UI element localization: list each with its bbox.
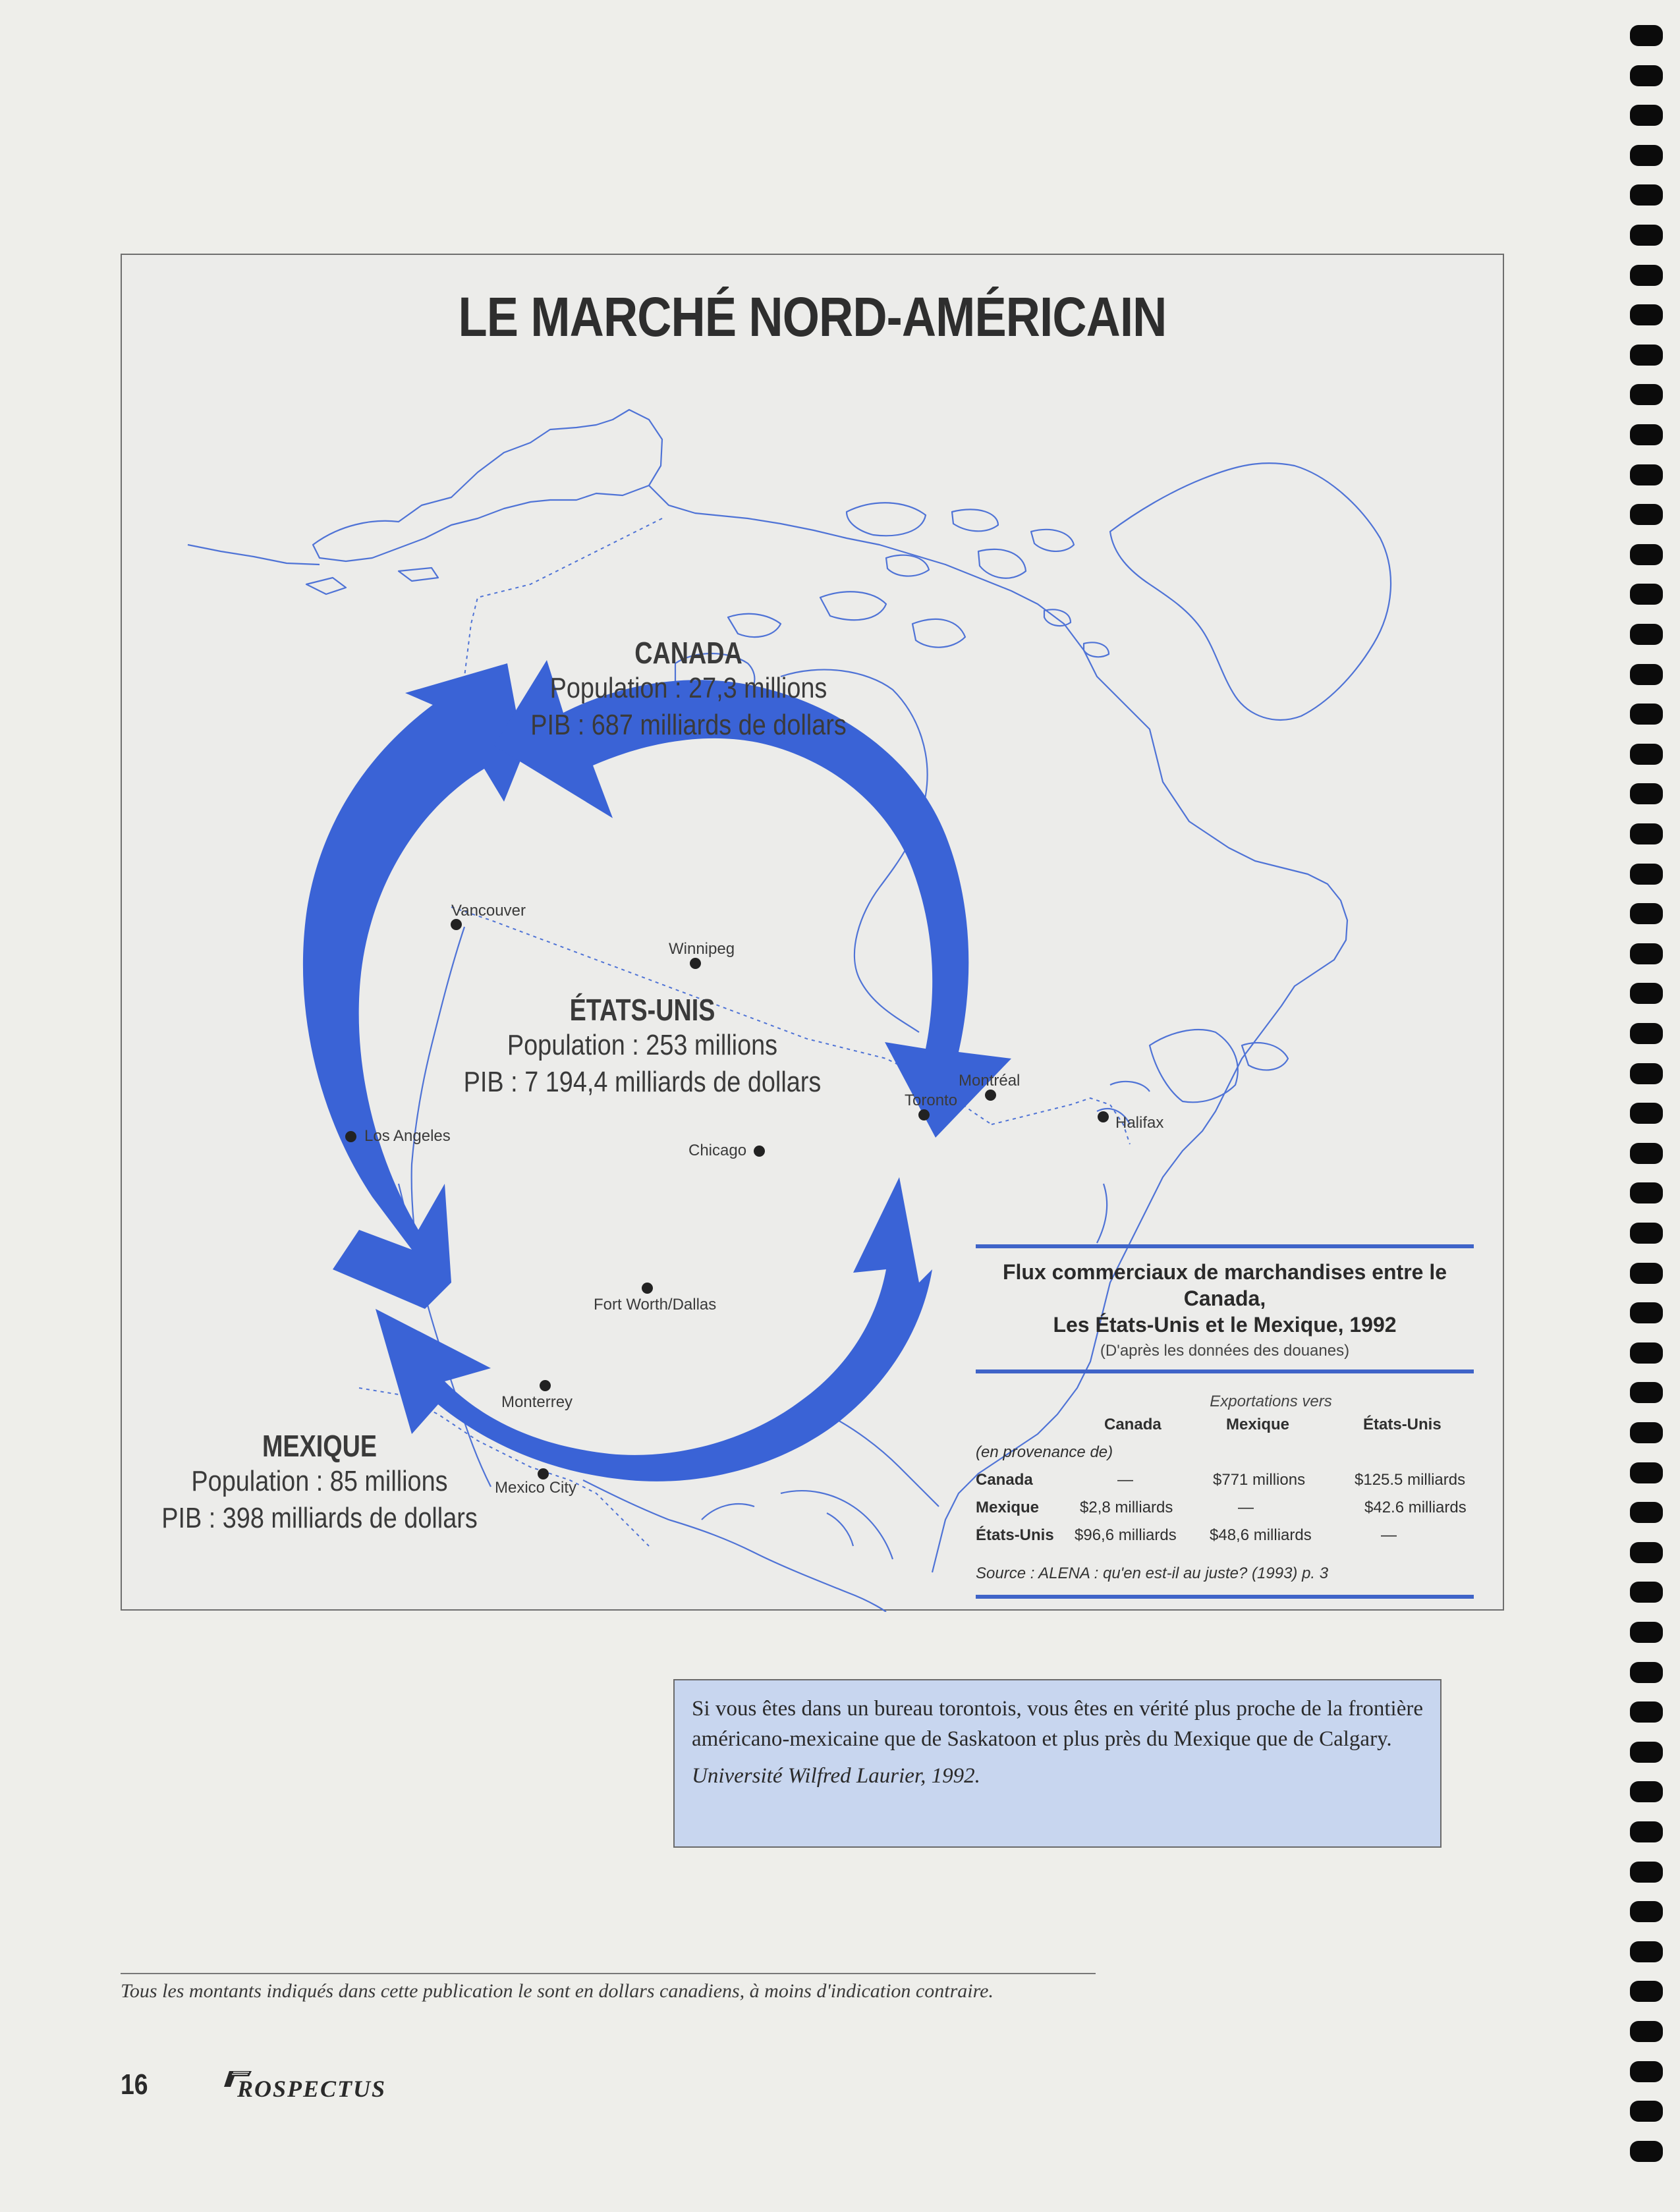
usa-label [359, 993, 926, 1101]
row-label-etats-unis: États-Unis [976, 1526, 1054, 1544]
city-dot-chicago [754, 1146, 765, 1157]
footnote: Tous les montants indiqués dans cette publication le sont en dollars canadiens, à moins d'indication contraire. [121, 1980, 994, 2002]
page-number: 16 [121, 2068, 148, 2101]
row-label-canada: Canada [976, 1471, 1033, 1489]
table-row [976, 1471, 1474, 1499]
mexico-label [122, 1429, 517, 1537]
col-header-mexique: Mexique [1226, 1416, 1290, 1433]
aleutian-outline [188, 545, 320, 565]
binding-hole [1630, 1182, 1663, 1203]
cell: $771 millions [1213, 1471, 1306, 1489]
spiral-binding [1630, 25, 1664, 2199]
binding-hole [1630, 265, 1663, 286]
binding-hole [1630, 105, 1663, 126]
cell: — [1117, 1471, 1133, 1489]
mexico-name: MEXIQUE [262, 1429, 377, 1463]
usa-gdp: PIB : 7 194,4 milliards de dollars [463, 1066, 822, 1098]
city-mexico-city: Mexico City [495, 1479, 577, 1497]
prospectus-logo: ROSPECTUS [237, 2076, 387, 2102]
binding-hole [1630, 464, 1663, 485]
row-header-label: (en provenance de) [976, 1443, 1113, 1461]
binding-hole [1630, 704, 1663, 725]
table-title-line1: Flux commerciaux de marchandises entre le Canada, [1002, 1260, 1447, 1310]
binding-hole [1630, 1502, 1663, 1523]
binding-hole [1630, 504, 1663, 525]
canada-name: CANADA [634, 636, 742, 670]
binding-hole [1630, 1302, 1663, 1323]
binding-hole [1630, 903, 1663, 924]
cell: — [1381, 1526, 1397, 1544]
canada-gdp: PIB : 687 milliards de dollars [530, 709, 847, 741]
binding-hole [1630, 1821, 1663, 1842]
binding-hole [1630, 2141, 1663, 2162]
east-coast-outline [1150, 1030, 1238, 1102]
usa-population: Population : 253 millions [507, 1029, 778, 1061]
cell: $42.6 milliards [1364, 1499, 1467, 1516]
city-chicago: Chicago [688, 1142, 747, 1159]
binding-hole [1630, 744, 1663, 765]
cell: $48,6 milliards [1210, 1526, 1312, 1544]
binding-hole [1630, 584, 1663, 605]
binding-hole [1630, 1542, 1663, 1563]
row-label-mexique: Mexique [976, 1499, 1040, 1516]
city-dot-mexico-city [538, 1468, 549, 1479]
city-montreal: Montréal [959, 1072, 1021, 1090]
binding-hole [1630, 424, 1663, 445]
binding-hole [1630, 304, 1663, 325]
binding-hole [1630, 864, 1663, 885]
usa-name: ÉTATS-UNIS [569, 993, 715, 1027]
city-dot-monterrey [540, 1380, 551, 1391]
binding-hole [1630, 1862, 1663, 1883]
binding-hole [1630, 664, 1663, 685]
binding-hole [1630, 1382, 1663, 1403]
binding-hole [1630, 983, 1663, 1004]
binding-hole [1630, 1462, 1663, 1483]
binding-hole [1630, 943, 1663, 964]
binding-hole [1630, 1941, 1663, 1962]
cell: — [1238, 1499, 1254, 1516]
binding-hole [1630, 25, 1663, 46]
city-dot-halifax [1098, 1111, 1109, 1122]
table-row [976, 1526, 1474, 1554]
city-dot-montreal [985, 1090, 996, 1101]
table-top-rule [976, 1244, 1474, 1248]
binding-hole [1630, 1023, 1663, 1044]
binding-hole [1630, 184, 1663, 206]
binding-hole [1630, 1701, 1663, 1723]
binding-hole [1630, 1342, 1663, 1364]
city-fort-worth: Fort Worth/Dallas [594, 1296, 717, 1313]
binding-hole [1630, 823, 1663, 844]
binding-hole [1630, 1981, 1663, 2002]
binding-hole [1630, 1143, 1663, 1164]
city-los-angeles: Los Angeles [364, 1127, 451, 1145]
binding-hole [1630, 624, 1663, 645]
city-toronto: Toronto [905, 1092, 958, 1109]
table-source: Source : ALENA : qu'en est-il au juste? (1993) p. 3 [976, 1564, 1329, 1582]
table-title [976, 1259, 1474, 1338]
binding-hole [1630, 1263, 1663, 1284]
binding-hole [1630, 2061, 1663, 2082]
table-mid-rule [976, 1369, 1474, 1373]
binding-hole [1630, 1103, 1663, 1124]
binding-hole [1630, 1622, 1663, 1643]
alaska-outline [313, 410, 662, 561]
footnote-rule [121, 1973, 1096, 1974]
binding-hole [1630, 1901, 1663, 1922]
binding-hole [1630, 145, 1663, 166]
cell: $2,8 milliards [1080, 1499, 1173, 1516]
greenland-outline [1110, 463, 1391, 720]
exports-header: Exportations vers [1210, 1393, 1332, 1410]
city-monterrey: Monterrey [501, 1393, 573, 1411]
binding-hole [1630, 2021, 1663, 2042]
canada-label [425, 636, 952, 744]
binding-hole [1630, 1582, 1663, 1603]
binding-hole [1630, 1781, 1663, 1802]
binding-hole [1630, 65, 1663, 86]
city-dot-fort-worth [642, 1283, 653, 1294]
binding-hole [1630, 783, 1663, 804]
trade-flow-table [976, 1244, 1474, 1599]
map-figure [121, 254, 1504, 1611]
city-winnipeg: Winnipeg [669, 940, 735, 958]
table-subtitle: (D'après les données des douanes) [1100, 1342, 1350, 1360]
city-dot-toronto [918, 1109, 930, 1120]
binding-hole [1630, 384, 1663, 405]
table-title-line2: Les États-Unis et le Mexique, 1992 [1053, 1313, 1397, 1337]
map-title: LE MARCHÉ NORD-AMÉRICAIN [458, 286, 1167, 348]
canada-population: Population : 27,3 millions [549, 672, 827, 704]
binding-hole [1630, 345, 1663, 366]
binding-hole [1630, 544, 1663, 565]
binding-hole [1630, 1422, 1663, 1443]
table-bottom-rule [976, 1595, 1474, 1599]
city-halifax: Halifax [1115, 1114, 1164, 1132]
binding-hole [1630, 225, 1663, 246]
city-vancouver: Vancouver [451, 902, 526, 920]
cell: $96,6 milliards [1075, 1526, 1177, 1544]
city-dot-winnipeg [690, 958, 701, 969]
binding-hole [1630, 1742, 1663, 1763]
table-column-headers [976, 1416, 1474, 1443]
binding-hole [1630, 1223, 1663, 1244]
quote-attribution: Université Wilfred Laurier, 1992. [692, 1764, 980, 1788]
city-dot-los-angeles [345, 1131, 356, 1142]
mexico-population: Population : 85 millions [191, 1465, 448, 1497]
col-header-etats-unis: États-Unis [1363, 1416, 1442, 1433]
quote-text: Si vous êtes dans un bureau torontois, vous êtes en vérité plus proche de la frontière américano-mexicaine que de Saskatoon et plus près du Mexique que de Calgary. [692, 1697, 1423, 1751]
binding-hole [1630, 2101, 1663, 2122]
cell: $125.5 milliards [1355, 1471, 1466, 1489]
binding-hole [1630, 1662, 1663, 1683]
city-dot-vancouver [451, 919, 462, 930]
table-row [976, 1499, 1474, 1526]
table-row-header [976, 1443, 1474, 1471]
quote-box [673, 1679, 1442, 1848]
mexico-gdp: PIB : 398 milliards de dollars [161, 1502, 478, 1534]
col-header-canada: Canada [1104, 1416, 1162, 1433]
binding-hole [1630, 1063, 1663, 1084]
